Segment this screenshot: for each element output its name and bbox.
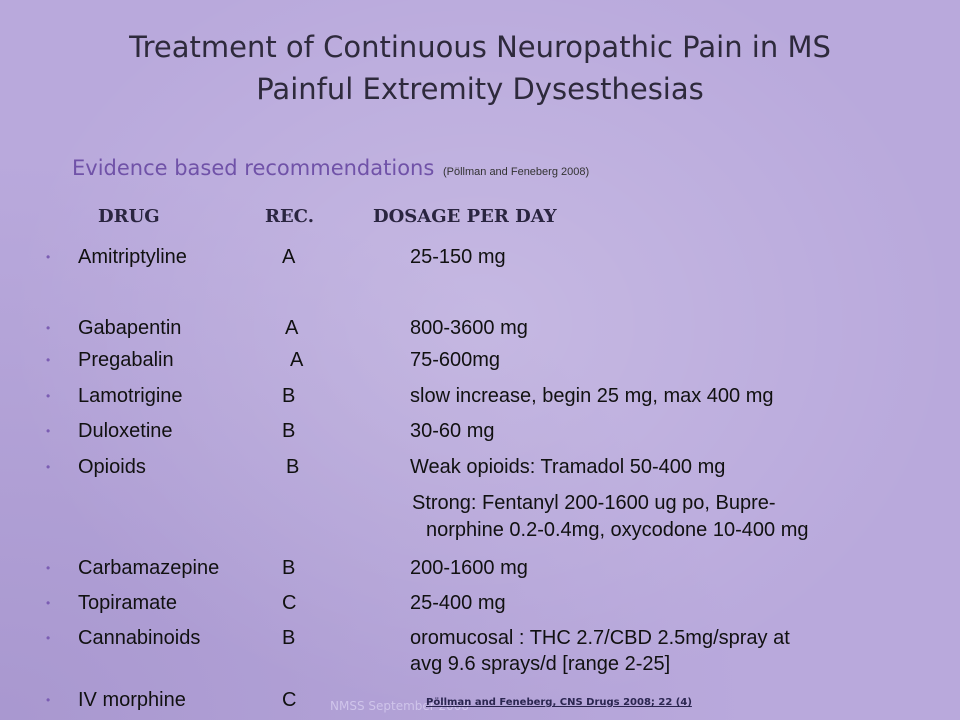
recommendation: B [282, 385, 296, 407]
drug-name: Carbamazepine [78, 557, 220, 579]
subtitle-text: Evidence based recommendations [72, 156, 435, 180]
drug-name: Gabapentin [78, 317, 182, 339]
drug-name: Opioids [78, 456, 146, 478]
cannabinoids-dosage-continuation: avg 9.6 sprays/d [range 2-25] [410, 653, 671, 675]
dosage: 75-600mg [410, 349, 501, 371]
dosage: 200-1600 mg [410, 557, 528, 579]
recommendation: B [282, 627, 296, 649]
table-row: • IV morphine C [0, 685, 960, 715]
table-row: • Pregabalin A 75-600mg [0, 345, 960, 375]
dosage: 25-150 mg [410, 246, 506, 268]
header-rec: REC. [265, 206, 314, 227]
recommendation: A [290, 349, 304, 371]
dosage: 800-3600 mg [410, 317, 528, 339]
table-row: • Duloxetine B 30-60 mg [0, 416, 960, 446]
recommendation: A [282, 246, 296, 268]
recommendation: A [285, 317, 299, 339]
drug-name: Duloxetine [78, 420, 173, 442]
drug-name: Pregabalin [78, 349, 174, 371]
dosage: 25-400 mg [410, 592, 506, 614]
drug-name: Cannabinoids [78, 627, 201, 649]
title-line-1: Treatment of Continuous Neuropathic Pain in MS [129, 30, 831, 64]
table-row: • Cannabinoids B oromucosal : THC 2.7/CBD 2.5mg/spray at [0, 623, 960, 653]
footer-event: NMSS September 2008 [330, 699, 470, 713]
table-row: • Carbamazepine B 200-1600 mg [0, 553, 960, 583]
title-line-2: Painful Extremity Dysesthesias [256, 72, 704, 106]
recommendation: B [282, 557, 296, 579]
drug-name: Lamotrigine [78, 385, 183, 407]
table-row: • Topiramate C 25-400 mg [0, 588, 960, 618]
drug-name: IV morphine [78, 689, 186, 711]
table-row: • Gabapentin A 800-3600 mg [0, 313, 960, 343]
dosage: oromucosal : THC 2.7/CBD 2.5mg/spray at [410, 627, 790, 649]
dosage: slow increase, begin 25 mg, max 400 mg [410, 385, 774, 407]
opioids-dosage-continuation-1: Strong: Fentanyl 200-1600 ug po, Bupre- [412, 492, 776, 514]
table-row: • Lamotrigine B slow increase, begin 25 mg, max 400 mg [0, 381, 960, 411]
subtitle [72, 156, 589, 180]
recommendation: C [282, 689, 297, 711]
slide-title [0, 26, 960, 110]
subtitle-citation: (Pöllman and Feneberg 2008) [442, 166, 590, 178]
table-row: • Opioids B Weak opioids: Tramadol 50-400 mg [0, 452, 960, 482]
table-row: • Amitriptyline A 25-150 mg [0, 242, 960, 272]
dosage: 30-60 mg [410, 420, 495, 442]
drug-name: Amitriptyline [78, 246, 187, 268]
recommendation: C [282, 592, 297, 614]
header-dosage: DOSAGE PER DAY [373, 206, 557, 227]
recommendation: B [286, 456, 300, 478]
header-drug: DRUG [98, 206, 160, 227]
recommendation: B [282, 420, 296, 442]
drug-name: Topiramate [78, 592, 177, 614]
opioids-dosage-continuation-2: norphine 0.2-0.4mg, oxycodone 10-400 mg [426, 519, 809, 541]
dosage: Weak opioids: Tramadol 50-400 mg [410, 456, 726, 478]
footer-citation: Pöllman and Feneberg, CNS Drugs 2008; 22 (4) [426, 697, 692, 708]
